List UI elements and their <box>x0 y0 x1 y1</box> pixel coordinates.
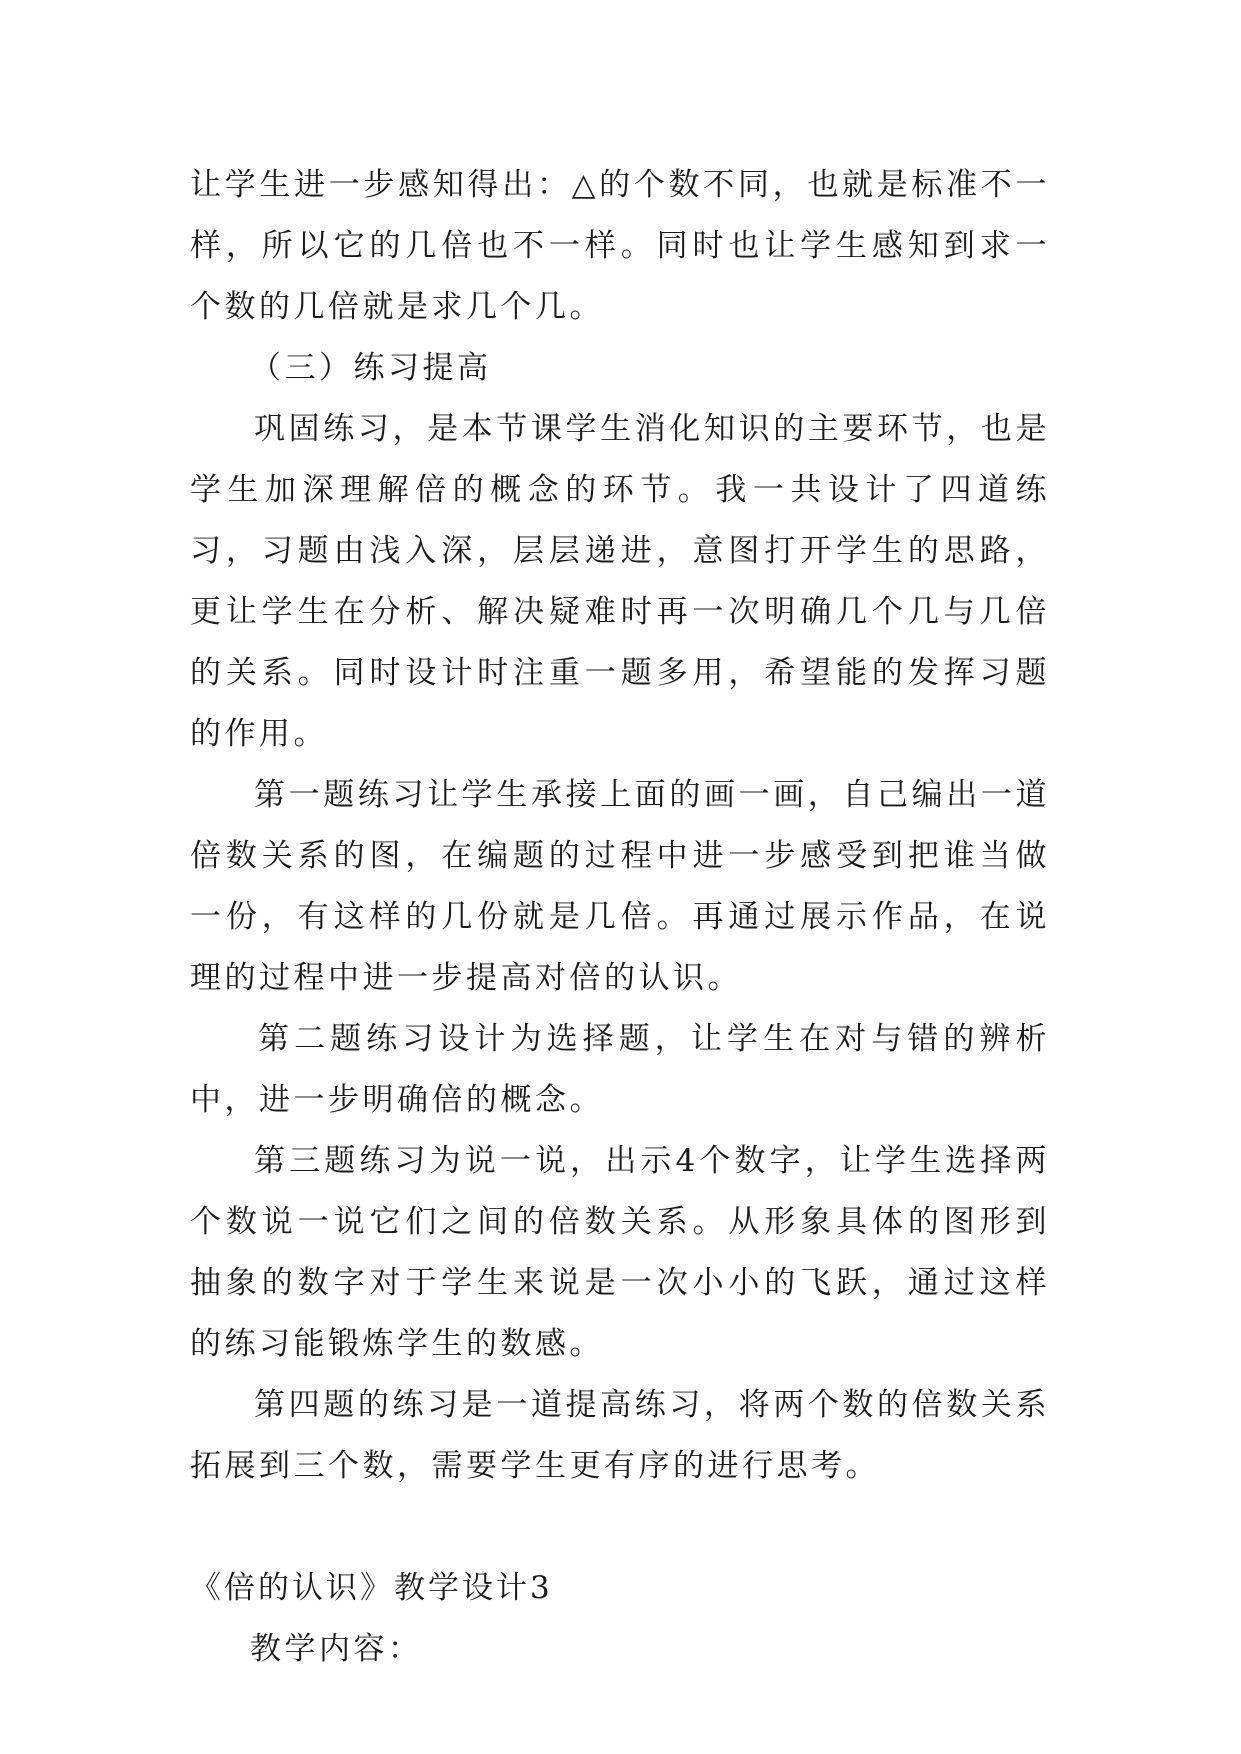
section-title: 《倍的认识》教学设计3 <box>190 1570 553 1606</box>
document-body <box>190 155 1050 1680</box>
paragraph-practice-intro: 巩固练习，是本节课学生消化知识的主要环节，也是学生加深理解倍的概念的环节。我一共设计了四道练习，习题由浅入深，层层递进，意图打开学生的思路，更让学生在分析、解决疑难时再一次明确几个几与几倍的关系。同时设计时注重一题多用，希望能的发挥习题的作用。 <box>190 411 1050 752</box>
section-heading-practice: （三）练习提高 <box>250 350 492 386</box>
teaching-content-heading: 教学内容： <box>250 1631 423 1667</box>
paragraph-conclusion: 让学生进一步感知得出：△的个数不同，也就是标准不一样，所以它的几倍也不一样。同时也让学生感知到求一个数的几倍就是求几个几。 <box>190 167 1050 325</box>
paragraph-exercise-2: 第二题练习设计为选择题，让学生在对与错的辨析中，进一步明确倍的概念。 <box>190 1021 1050 1118</box>
paragraph-exercise-4: 第四题的练习是一道提高练习，将两个数的倍数关系拓展到三个数，需要学生更有序的进行思考。 <box>190 1387 1050 1484</box>
paragraph-exercise-3: 第三题练习为说一说，出示4个数字，让学生选择两个数说一说它们之间的倍数关系。从形象具体的图形到抽象的数字对于学生来说是一次小小的飞跃，通过这样的练习能锻炼学生的数感。 <box>190 1143 1050 1362</box>
paragraph-exercise-1: 第一题练习让学生承接上面的画一画，自己编出一道倍数关系的图，在编题的过程中进一步感受到把谁当做一份，有这样的几份就是几倍。再通过展示作品，在说理的过程中进一步提高对倍的认识。 <box>190 777 1050 996</box>
section-gap <box>190 1497 1050 1558</box>
